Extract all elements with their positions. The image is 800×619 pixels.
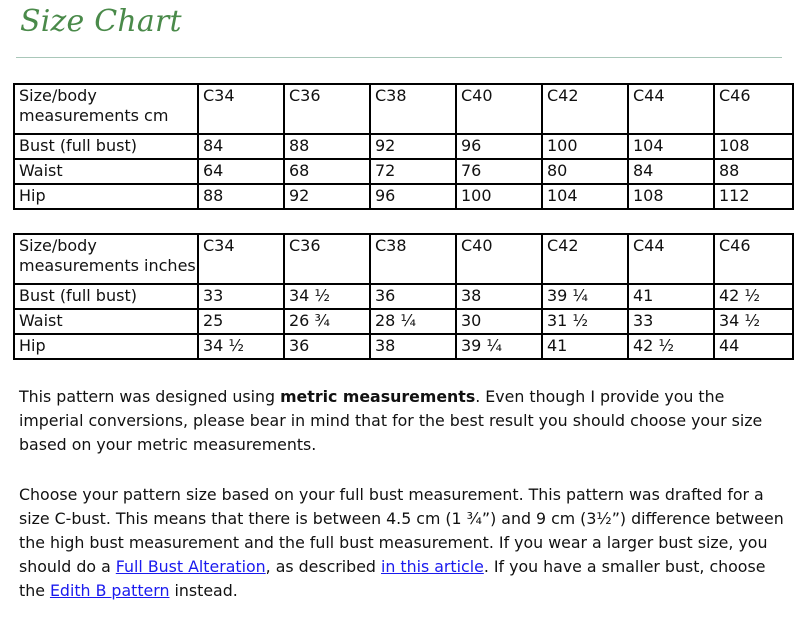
- table-cell: 44: [714, 334, 793, 359]
- para1-text-after: . Even though I provide you the imperial conversions, please bear in mind that for the best result you should choose your size based on your metric measurements.: [19, 387, 763, 454]
- table-header-row: [14, 234, 793, 284]
- full-bust-alteration-link[interactable]: Full Bust Alteration: [115, 557, 266, 576]
- size-header-cell: C42: [542, 234, 628, 284]
- table-row: [14, 284, 793, 309]
- table-row: [14, 134, 793, 159]
- table-cell: 88: [198, 184, 284, 209]
- table-cell: 76: [456, 159, 542, 184]
- table-row: [14, 159, 793, 184]
- header-label-line1: Size/body: [19, 86, 97, 105]
- row-label: Bust (full bust): [14, 284, 198, 309]
- size-header-cell: C42: [542, 84, 628, 134]
- table-row: [14, 309, 793, 334]
- table-cell: 104: [542, 184, 628, 209]
- table-cell: 72: [370, 159, 456, 184]
- table-cell: 100: [542, 134, 628, 159]
- row-label: Waist: [14, 309, 198, 334]
- size-header-cell: C46: [714, 234, 793, 284]
- table-cell: 31 ½: [542, 309, 628, 334]
- table-cell: 26 ¾: [284, 309, 370, 334]
- table-cell: 36: [284, 334, 370, 359]
- title-divider: [16, 57, 782, 58]
- table-cell: 33: [628, 309, 714, 334]
- size-table-inches: [13, 233, 794, 360]
- table-cell: 108: [628, 184, 714, 209]
- table-cell: 96: [456, 134, 542, 159]
- header-label-line1: Size/body: [19, 236, 97, 255]
- table-cell: 104: [628, 134, 714, 159]
- para2-text-4: instead.: [169, 581, 238, 600]
- table-cell: 88: [284, 134, 370, 159]
- size-header-cell: C38: [370, 234, 456, 284]
- table-cell: 39 ¼: [456, 334, 542, 359]
- metric-note-paragraph: [19, 385, 784, 457]
- size-header-cell: C44: [628, 84, 714, 134]
- table-cell: 112: [714, 184, 793, 209]
- size-header-cell: C40: [456, 234, 542, 284]
- para2-text-3: . If you have a smaller bust, choose the: [19, 557, 766, 600]
- table-cell: 96: [370, 184, 456, 209]
- bust-size-paragraph: [19, 483, 784, 603]
- table-cell: 64: [198, 159, 284, 184]
- row-label: Hip: [14, 184, 198, 209]
- header-label-line2: measurements cm: [19, 106, 169, 125]
- size-header-cell: C34: [198, 84, 284, 134]
- table-cell: 28 ¼: [370, 309, 456, 334]
- table-cell: 92: [284, 184, 370, 209]
- size-header-cell: C36: [284, 84, 370, 134]
- table-cell: 36: [370, 284, 456, 309]
- table-cell: 38: [370, 334, 456, 359]
- table-cell: 92: [370, 134, 456, 159]
- size-table-cm: [13, 83, 794, 210]
- row-label: Bust (full bust): [14, 134, 198, 159]
- table-cell: 42 ½: [628, 334, 714, 359]
- table-row: [14, 334, 793, 359]
- header-label-cell: [14, 234, 198, 284]
- size-header-cell: C40: [456, 84, 542, 134]
- table-cell: 100: [456, 184, 542, 209]
- size-header-cell: C38: [370, 84, 456, 134]
- table-cell: 38: [456, 284, 542, 309]
- table-cell: 42 ½: [714, 284, 793, 309]
- table-cell: 34 ½: [284, 284, 370, 309]
- table-cell: 41: [628, 284, 714, 309]
- table-cell: 88: [714, 159, 793, 184]
- table-cell: 84: [628, 159, 714, 184]
- size-header-cell: C46: [714, 84, 793, 134]
- table-cell: 30: [456, 309, 542, 334]
- table-cell: 68: [284, 159, 370, 184]
- table-row: [14, 184, 793, 209]
- para2-text-2: , as described: [265, 557, 381, 576]
- row-label: Hip: [14, 334, 198, 359]
- size-header-cell: C34: [198, 234, 284, 284]
- table-cell: 33: [198, 284, 284, 309]
- table-cell: 34 ½: [714, 309, 793, 334]
- table-header-row: [14, 84, 793, 134]
- para1-text-before: This pattern was designed using: [19, 387, 281, 406]
- header-label-line2: measurements inches: [19, 256, 196, 275]
- article-link[interactable]: in this article: [380, 557, 484, 576]
- header-label-cell: [14, 84, 198, 134]
- edith-b-pattern-link[interactable]: Edith B pattern: [49, 581, 170, 600]
- table-cell: 84: [198, 134, 284, 159]
- table-cell: 25: [198, 309, 284, 334]
- table-cell: 34 ½: [198, 334, 284, 359]
- table-cell: 41: [542, 334, 628, 359]
- size-header-cell: C36: [284, 234, 370, 284]
- para1-bold-text: metric measurements: [280, 387, 476, 406]
- page-title: Size Chart: [20, 4, 182, 39]
- size-header-cell: C44: [628, 234, 714, 284]
- table-cell: 80: [542, 159, 628, 184]
- table-cell: 39 ¼: [542, 284, 628, 309]
- table-cell: 108: [714, 134, 793, 159]
- row-label: Waist: [14, 159, 198, 184]
- para2-text-1: Choose your pattern size based on your full bust measurement. This pattern was drafted for a size C-bust. This means that there is between 4.5 cm (1 ¾”) and 9 cm (3½”) difference between the high bust measurement and the full bust measurement. If you wear a larger bust size, you should do a: [19, 485, 784, 576]
